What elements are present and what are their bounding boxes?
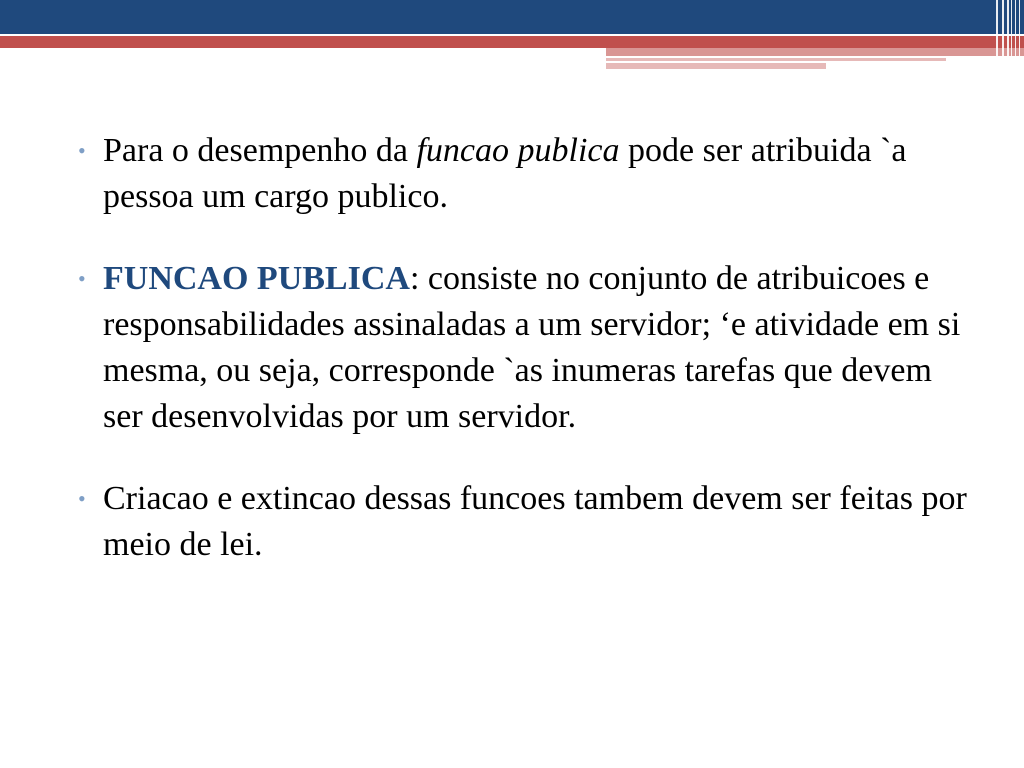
stripe — [1011, 0, 1012, 70]
stripe — [1019, 0, 1020, 70]
bullet-icon: • — [78, 486, 86, 511]
bullet-text: Criacao e extincao dessas funcoes tambem devem ser feitas por meio de lei. — [103, 480, 967, 563]
stripe — [996, 0, 998, 70]
definition-term: FUNCAO PUBLICA — [103, 260, 410, 297]
stripe — [1007, 0, 1009, 70]
list-item — [78, 476, 978, 568]
bullet-icon: • — [78, 138, 86, 163]
stripe — [1002, 0, 1004, 70]
bullet-text: Para o desempenho da — [103, 132, 417, 169]
list-item — [78, 128, 978, 220]
bullet-text: : consiste no conjunto de atribuicoes e responsabilidades assinaladas a um servidor; ‘e atividade em si mesma, ou seja, corresponde `as inumeras tarefas que devem ser desenvolvidas por um servidor. — [103, 260, 961, 435]
header-divider — [0, 34, 1024, 36]
header-band-blue — [0, 0, 1024, 34]
header-accent-line — [606, 58, 946, 61]
header-corner-stripes — [994, 0, 1024, 70]
header-band-red — [0, 34, 1024, 48]
header-accent-light — [606, 48, 1024, 56]
bullet-list — [78, 128, 978, 604]
stripe — [1015, 0, 1016, 70]
header-accent-line — [606, 63, 826, 69]
bullet-text: pode ser atribuida `a pessoa um cargo publico. — [103, 132, 907, 215]
list-item — [78, 256, 978, 440]
bullet-emphasis: funcao publica — [416, 132, 620, 169]
bullet-icon: • — [78, 266, 86, 291]
